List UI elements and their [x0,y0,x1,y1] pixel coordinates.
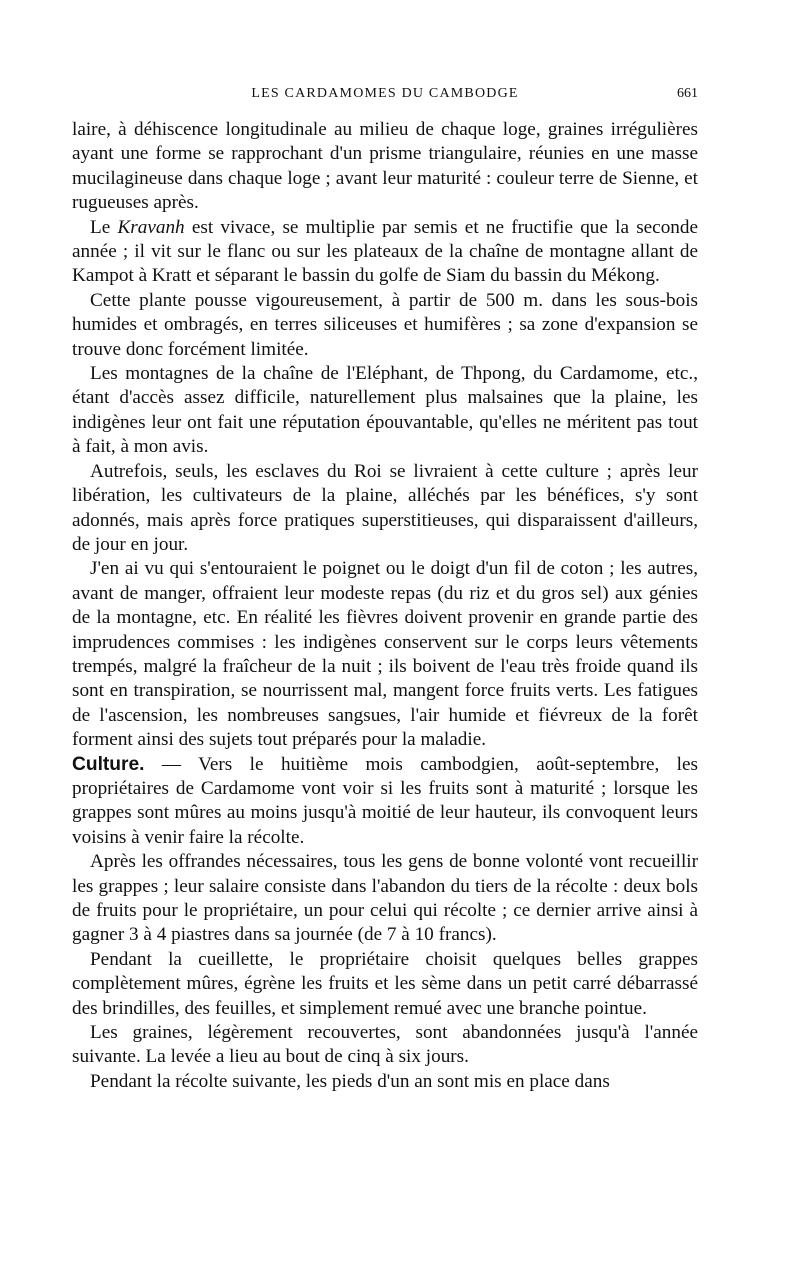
paragraph-continuation [72,118,698,216]
running-header [72,82,698,106]
paragraph [72,557,698,752]
paragraph-text: Pendant la cueillette, le propriétaire choisit quelques belles grappes complètement mûres, égrène les fruits et les sème dans un petit carré débarrassé des brindilles, des feuilles, et simplement remué avec une branche pointue. [72,948,698,1019]
document-page [72,82,698,1094]
paragraph-text: Autrefois, seuls, les esclaves du Roi se livraient à cette culture ; après leur libération, les cultivateurs de la plaine, alléchés par les bénéfices, s'y sont adonnés, mais après force pratiques superstitieuses, qui disparaissent d'ailleurs, de jour en jour. [72,460,698,555]
paragraph-text: laire, à déhiscence longitudinale au milieu de chaque loge, graines irrégulières ayant une forme se rapprochant d'un prisme triangulaire, réunies en une masse mucilagineuse dans chaque loge ; avant leur maturité : couleur terre de Sienne, et rugueuses après. [72,119,698,214]
paragraph-text: Après les offrandes nécessaires, tous les gens de bonne volonté vont recueillir les grappes ; leur salaire consiste dans l'abandon du tiers de la récolte : deux bols de fruits pour le propriétaire, un pour celui qui récolte ; ce dernier arrive ainsi à gagner 3 à 4 piastres dans sa journée (de 7 à 10 francs). [72,851,698,946]
paragraph-culture [72,753,698,851]
paragraph-prefix: Le [90,216,118,238]
section-heading: Culture. [72,753,145,775]
paragraph-text: Cette plante pousse vigoureusement, à partir de 500 m. dans les sous-bois humides et ombragés, en terres siliceuses et humifères ; sa zone d'expansion se trouve donc forcément limitée. [72,289,698,360]
paragraph-text: J'en ai vu qui s'entouraient le poignet ou le doigt d'un fil de coton ; les autres, avant de manger, offraient leur modeste repas (du riz et du gros sel) aux génies de la montagne, etc. En réalité les fièvres doivent provenir en grande partie des imprudences commises : les indigènes conservent sur le corps leurs vêtements trempés, malgré la fraîcheur de la nuit ; ils boivent de l'eau très froide quand ils sont en transpiration, se nourrissent mal, mangent force fruits verts. Les fatigues de l'ascension, les nombreuses sangsues, l'air humide et fiévreux de la forêt forment ainsi des sujets tout préparés pour la maladie. [72,558,698,751]
paragraph [72,850,698,948]
paragraph [72,460,698,558]
paragraph-text: Pendant la récolte suivante, les pieds d'un an sont mis en place dans [90,1070,610,1092]
paragraph-text: — Vers le huitième mois cambodgien, août-septembre, les propriétaires de Cardamome vont voir si les fruits sont à maturité ; lorsque les grappes sont mûres au moins jusqu'à moitié de leur hauteur, ils convoquent leurs voisins à venir faire la récolte. [72,753,698,848]
running-title: LES CARDAMOMES DU CAMBODGE [251,86,519,101]
paragraph [72,1070,698,1094]
paragraph [72,1021,698,1070]
paragraph [72,362,698,460]
paragraph [72,289,698,362]
paragraph-text: Les montagnes de la chaîne de l'Eléphant, de Thpong, du Cardamome, etc., étant d'accès assez difficile, naturellement plus malsaines que la plaine, les indigènes leur ont fait une réputation épouvantable, qu'elles ne méritent pas tout à fait, à mon avis. [72,363,698,458]
page-number: 661 [677,86,698,101]
paragraph-text: Les graines, légèrement recouvertes, sont abandonnées jusqu'à l'année suivante. La levée a lieu au bout de cinq à six jours. [72,1022,698,1068]
body-text [72,118,698,1094]
paragraph [72,948,698,1021]
paragraph-text: est vivace, se multiplie par semis et ne fructifie que la seconde année ; il vit sur le flanc ou sur les plateaux de la chaîne de montagne allant de Kampot à Kratt et séparant le bassin du golfe de Siam du bassin du Mékong. [72,216,698,287]
italic-term: Kravanh [117,216,185,238]
paragraph-kravanh [72,216,698,289]
